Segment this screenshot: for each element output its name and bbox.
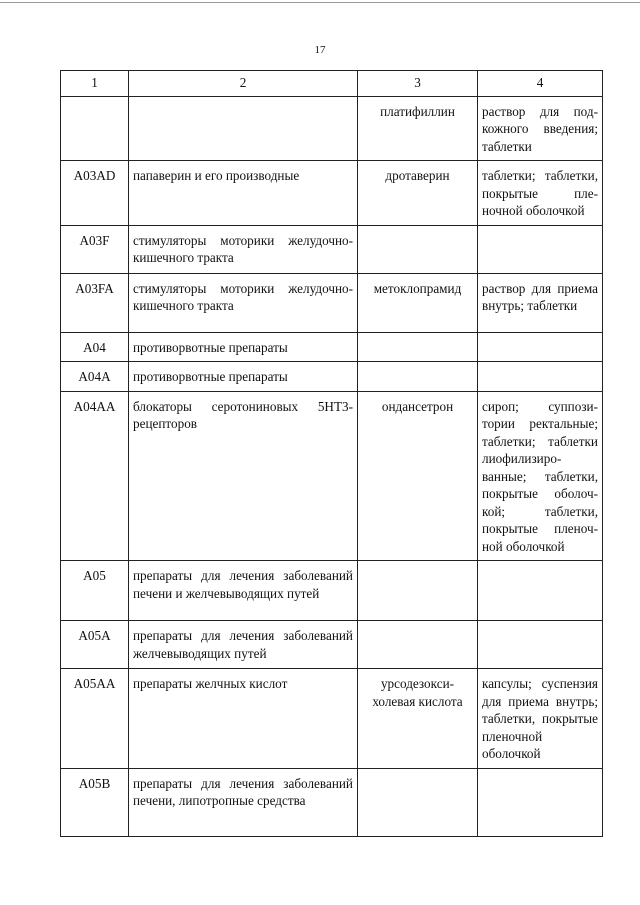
table-row — [61, 768, 603, 836]
group-name-cell: препараты для лечения заболеваний печени и желчевыводящих путей — [129, 561, 358, 621]
atc-code-cell — [61, 96, 129, 161]
header-cell: 2 — [129, 71, 358, 97]
table-header-row — [61, 71, 603, 97]
group-name-cell: противорвотные препараты — [129, 332, 358, 362]
page-number: 17 — [314, 44, 326, 56]
dosage-form-cell: сироп; суппозитории ректальные; таблетки; таблетки лиофилизированные; таблетки, покрытые оболочкой; таблетки, покрытые пленочной оболочкой — [478, 391, 603, 561]
atc-code-cell: A04A — [61, 362, 129, 392]
group-name-cell: противорвотные препараты — [129, 362, 358, 392]
atc-code-cell: A05A — [61, 621, 129, 669]
dosage-form-cell — [478, 332, 603, 362]
table-row — [61, 391, 603, 561]
table-row — [61, 332, 603, 362]
drug-name-cell: платифиллин — [358, 96, 478, 161]
drug-name-cell — [358, 768, 478, 836]
header-cell: 3 — [358, 71, 478, 97]
table-row — [61, 362, 603, 392]
atc-code-cell: A04AA — [61, 391, 129, 561]
atc-code-cell: A05B — [61, 768, 129, 836]
table-row — [61, 225, 603, 273]
dosage-form-cell: капсулы; суспензия для приема внутрь; таблетки, покрытые пленочной оболочкой — [478, 669, 603, 769]
header-cell: 1 — [61, 71, 129, 97]
drug-table — [60, 70, 603, 837]
drug-name-cell: дротаверин — [358, 161, 478, 226]
group-name-cell: стимуляторы моторики желудочно-кишечного тракта — [129, 225, 358, 273]
atc-code-cell: A05AA — [61, 669, 129, 769]
drug-name-cell — [358, 561, 478, 621]
atc-code-cell: A05 — [61, 561, 129, 621]
table-row — [61, 96, 603, 161]
dosage-form-cell: раствор для приема внутрь; таблетки — [478, 273, 603, 332]
dosage-form-cell — [478, 362, 603, 392]
atc-code-cell: A03F — [61, 225, 129, 273]
group-name-cell: препараты для лечения заболеваний печени, липотропные средства — [129, 768, 358, 836]
atc-code-cell: A04 — [61, 332, 129, 362]
table-row — [61, 621, 603, 669]
top-rule — [0, 2, 640, 3]
drug-name-cell: метоклопрамид — [358, 273, 478, 332]
drug-name-cell — [358, 225, 478, 273]
group-name-cell: папаверин и его производные — [129, 161, 358, 226]
group-name-cell: препараты желчных кислот — [129, 669, 358, 769]
dosage-form-cell: таблетки; таблетки, покрытые пленочной оболочкой — [478, 161, 603, 226]
dosage-form-cell — [478, 225, 603, 273]
drug-name-cell — [358, 621, 478, 669]
drug-name-cell: ондансетрон — [358, 391, 478, 561]
header-cell: 4 — [478, 71, 603, 97]
table-row — [61, 161, 603, 226]
table-row — [61, 561, 603, 621]
dosage-form-cell — [478, 561, 603, 621]
group-name-cell: стимуляторы моторики желудочно-кишечного тракта — [129, 273, 358, 332]
dosage-form-cell — [478, 768, 603, 836]
group-name-cell: блокаторы серотониновых 5HT3-рецепторов — [129, 391, 358, 561]
group-name-cell: препараты для лечения заболеваний желчевыводящих путей — [129, 621, 358, 669]
dosage-form-cell: раствор для подкожного введения; таблетки — [478, 96, 603, 161]
atc-code-cell: A03AD — [61, 161, 129, 226]
table-row — [61, 669, 603, 769]
drug-name-cell: урсодезоксихолевая кислота — [358, 669, 478, 769]
group-name-cell — [129, 96, 358, 161]
drug-name-cell — [358, 332, 478, 362]
dosage-form-cell — [478, 621, 603, 669]
atc-code-cell: A03FA — [61, 273, 129, 332]
drug-name-cell — [358, 362, 478, 392]
table-row — [61, 273, 603, 332]
